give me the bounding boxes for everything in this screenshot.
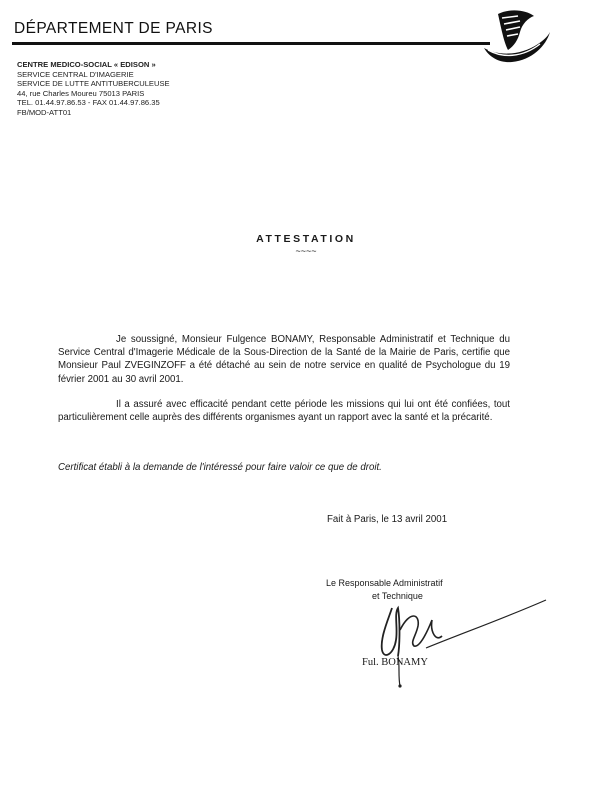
letterhead-block — [17, 60, 170, 118]
signer-role-line-2: et Technique — [372, 591, 423, 601]
letterhead-line-service: SERVICE CENTRAL D'IMAGERIE — [17, 69, 134, 79]
handwritten-signature-icon — [370, 590, 550, 690]
document-title: ATTESTATION — [256, 233, 356, 245]
letterhead-line-address: 44, rue Charles Moureu 75013 PARIS — [17, 88, 145, 98]
title-ornament: ~~~~ — [295, 246, 317, 256]
letterhead-line-phone: TEL. 01.44.97.86.53 - FAX 01.44.97.86.35 — [17, 98, 160, 108]
header-rule — [12, 42, 490, 45]
signer-name: Ful. BONAMY — [362, 657, 428, 668]
signer-role-line-1: Le Responsable Administratif — [326, 578, 443, 588]
city-of-paris-ship-logo-icon — [474, 6, 554, 70]
department-title: DÉPARTEMENT DE PARIS — [14, 20, 213, 37]
letterhead-line-center: CENTRE MEDICO-SOCIAL « EDISON » — [17, 60, 156, 69]
body-paragraph-2: Il a assuré avec efficacité pendant cette période les missions qui lui ont été confiées, tout particulièrement celle auprès des différents organismes ayant un rapport avec la santé et la précarité. — [58, 399, 510, 424]
place-date: Fait à Paris, le 13 avril 2001 — [327, 514, 448, 525]
body-paragraph-1: Je soussigné, Monsieur Fulgence BONAMY, Responsable Administratif et Technique du Service Central d'Imagerie Médicale de la Sous-Direction de la Santé de la Mairie de Paris, certifie que Monsieur Paul ZVEGINZOFF a été détaché au sein de notre service en qualité de Psychologue du 19 février 2001 au 30 avril 2001. — [58, 334, 510, 385]
body-paragraph-3: Certificat établi à la demande de l'intéressé pour faire valoir ce que de droit. — [58, 462, 382, 473]
letterhead-line-service: SERVICE DE LUTTE ANTITUBERCULEUSE — [17, 79, 170, 89]
letterhead-line-reference: FB/MOD-ATT01 — [17, 107, 72, 117]
